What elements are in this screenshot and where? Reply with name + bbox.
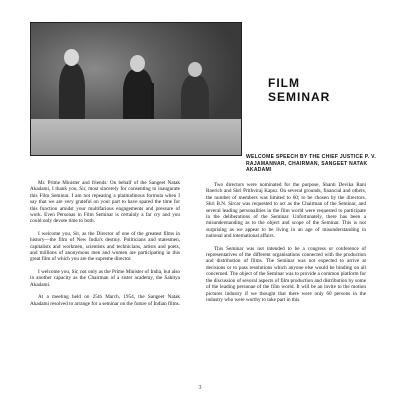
photo-caption: WELCOME SPEECH BY THE CHIEF JUSTICE P. V. RAJAMANNAR, CHAIRMAN, SANGEET NATAK AKADAMI xyxy=(246,154,377,173)
photo-head-center xyxy=(130,55,145,72)
right-column xyxy=(206,182,366,309)
photo-head-left xyxy=(64,49,79,66)
title-line-1: FILM xyxy=(268,76,300,90)
paragraph: Two directors were nominated for the purpose, Shanti Devika Rani Roerich and Shri Prithviraj Kapur. On several grounds, financial and others, the number of members was limited to 60; to be chosen by the directors. Shri B.N. Sircar was requested to act as the Chairman of the Seminar, and several leading personalities in the film world were requested to participate in the deliberations of the Seminar. Unfortunately, there has been a misunderstanding as to the object and scope of the Seminar. This is not surprising as we appear to be living in an age of misunderstanding in national and international affairs. xyxy=(206,182,366,240)
photo-figure-left xyxy=(59,63,85,123)
paragraph: At a meeting held on 25th March, 1954, the Sangeet Natak Akadami resolved to arrange for a seminar on the future of Indian films. xyxy=(30,294,180,307)
paragraph: I welcome you, Sir, as the Director of one of the greatest films in history—the film of New India's destiny. Politicians and statesmen, capitalists and workmen, scientists and technicians, artists and poets, and millions of anonymous men and women are participating in this great film of which you are the supreme director. xyxy=(30,230,180,263)
page-number: 3 xyxy=(198,385,202,391)
photo-microphone xyxy=(151,83,154,119)
paragraph: This Seminar was not intended to be a congress or conference of representatives of the different organisations connected with the production and distribution of films. The Seminar was not expected to arrive at decisions or to pass resolutions which anyone else would be binding on all concerned. The object of the Seminar was to provide a common platform for the discussion of several aspects of film production and distribution by some of the leading personae of the film world. It will be an invite to the motion pictures industry if we thought that there were only 60 persons in the industry who were worthy to take part in this xyxy=(206,245,366,303)
left-column xyxy=(30,180,180,313)
seminar-photo xyxy=(30,22,242,156)
photo-figure-right xyxy=(181,75,209,125)
page-title xyxy=(268,76,330,104)
title-line-2: SEMINAR xyxy=(268,90,331,104)
photo-figure-center xyxy=(123,69,153,124)
photo-table xyxy=(31,119,241,155)
paragraph: I welcome you, Sir, not only as the Prime Minister of India, but also in another capacity as the Chairman of a sister academy, the Sahitya Akadami. xyxy=(30,268,180,288)
paragraph: Mr. Prime Minister and friends: On behalf of the Sangeet Natak Akadami, I thank you, Sir, most sincerely for consenting to inaugurate this Film Seminar. I am not repeating a platitudinous formula when I say that we are very grateful on your part to have spared the time for this function amidst your multifarious engagements and pressure of work. Even Personas in Film Seminar is certainly a far cry and you could only devote time to both. xyxy=(30,180,180,225)
photo-head-right xyxy=(188,62,202,77)
